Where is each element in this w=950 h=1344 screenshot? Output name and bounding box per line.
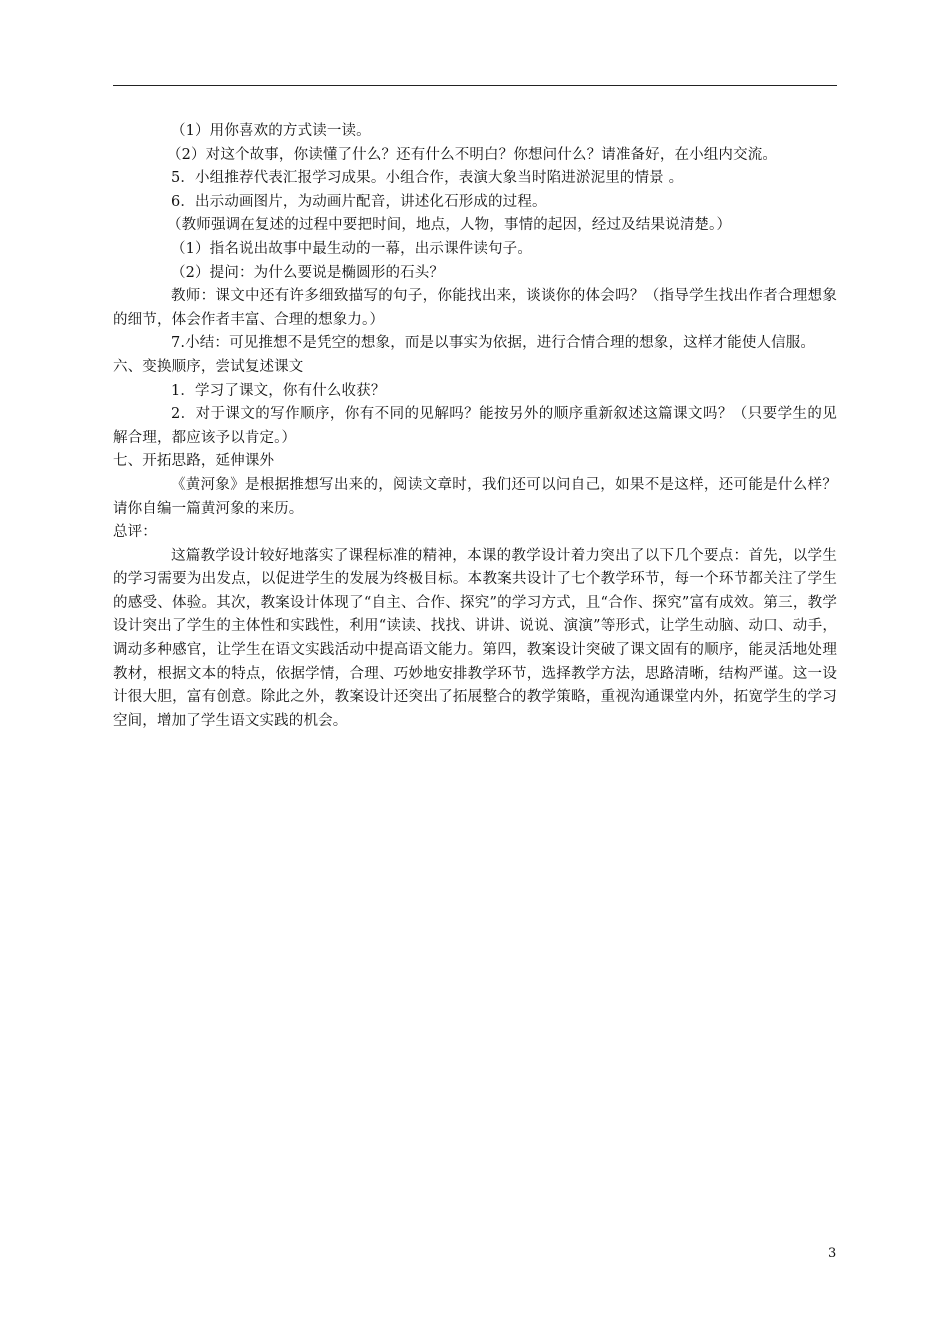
paragraph: 7.小结：可见推想不是凭空的想象，而是以事实为依据，进行合情合理的想象，这样才能使人信服。 — [171, 335, 816, 352]
paragraph: 5．小组推荐代表汇报学习成果。小组合作，表演大象当时陷进淤泥里的情景 。 — [171, 170, 684, 187]
paragraph: 2．对于课文的写作顺序，你有不同的见解吗？能按另外的顺序重新叙述这篇课文吗？（只要学生的见解合理，都应该予以肯定。） — [113, 406, 837, 446]
body-text — [113, 120, 837, 733]
paragraph: 《黄河象》是根据推想写出来的，阅读文章时，我们还可以问自己，如果不是这样，还可能是什么样？请你自编一篇黄河象的来历。 — [113, 476, 837, 517]
summary-paragraph: 这篇教学设计较好地落实了课程标准的精神，本课的教学设计着力突出了以下几个要点：首先，以学生的学习需要为出发点，以促进学生的发展为终极目标。本教案共设计了七个教学环节，每一个环节都关注了学生的感受、体验。其次，教案设计体现了“自主、合作、探究”的学习方式，且“合作、探究”富有成效。第三，教学设计突出了学生的主体性和实践性，利用“读读、找找、讲讲、说说、演演”等形式，让学生动脑、动口、动手，调动多种感官，让学生在语文实践活动中提高语文能力。第四，教案设计突破了课文固有的顺序，能灵活地处理教材，根据文本的特点，依据学情，合理、巧妙地安排教学环节，选择教学方法，思路清晰，结构严谨。这一设计很大胆，富有创意。除此之外，教案设计还突出了拓展整合的教学策略，重视沟通课堂内外，拓宽学生的学习空间，增加了学生语文实践的机会。 — [113, 547, 837, 729]
section-heading: 总评： — [113, 524, 157, 541]
paragraph: （教师强调在复述的过程中要把时间，地点，人物，事情的起因，经过及结果说清楚。） — [167, 217, 732, 234]
page-number: 3 — [828, 1246, 837, 1261]
paragraph: （2）提问：为什么要说是椭圆形的石头？ — [171, 264, 445, 281]
paragraph: （1）用你喜欢的方式读一读。 — [171, 123, 371, 139]
section-heading: 七、开拓思路，延伸课外 — [113, 453, 275, 470]
paragraph: 1．学习了课文，你有什么收获？ — [171, 382, 386, 399]
section-heading: 六、变换顺序，尝试复述课文 — [113, 358, 304, 375]
paragraph: （1）指名说出故事中最生动的一幕，出示课件读句子。 — [171, 240, 532, 257]
paragraph: （2）对这个故事，你读懂了什么？还有什么不明白？你想问什么？请准备好，在小组内交流。 — [167, 146, 778, 163]
paragraph: 6．出示动画图片，为动画片配音，讲述化石形成的过程。 — [171, 193, 547, 210]
header-rule — [113, 85, 837, 86]
paragraph: 教师：课文中还有许多细致描写的句子，你能找出来，谈谈你的体会吗？（指导学生找出作者合理想象的细节，体会作者丰富、合理的想象力。） — [113, 288, 837, 328]
